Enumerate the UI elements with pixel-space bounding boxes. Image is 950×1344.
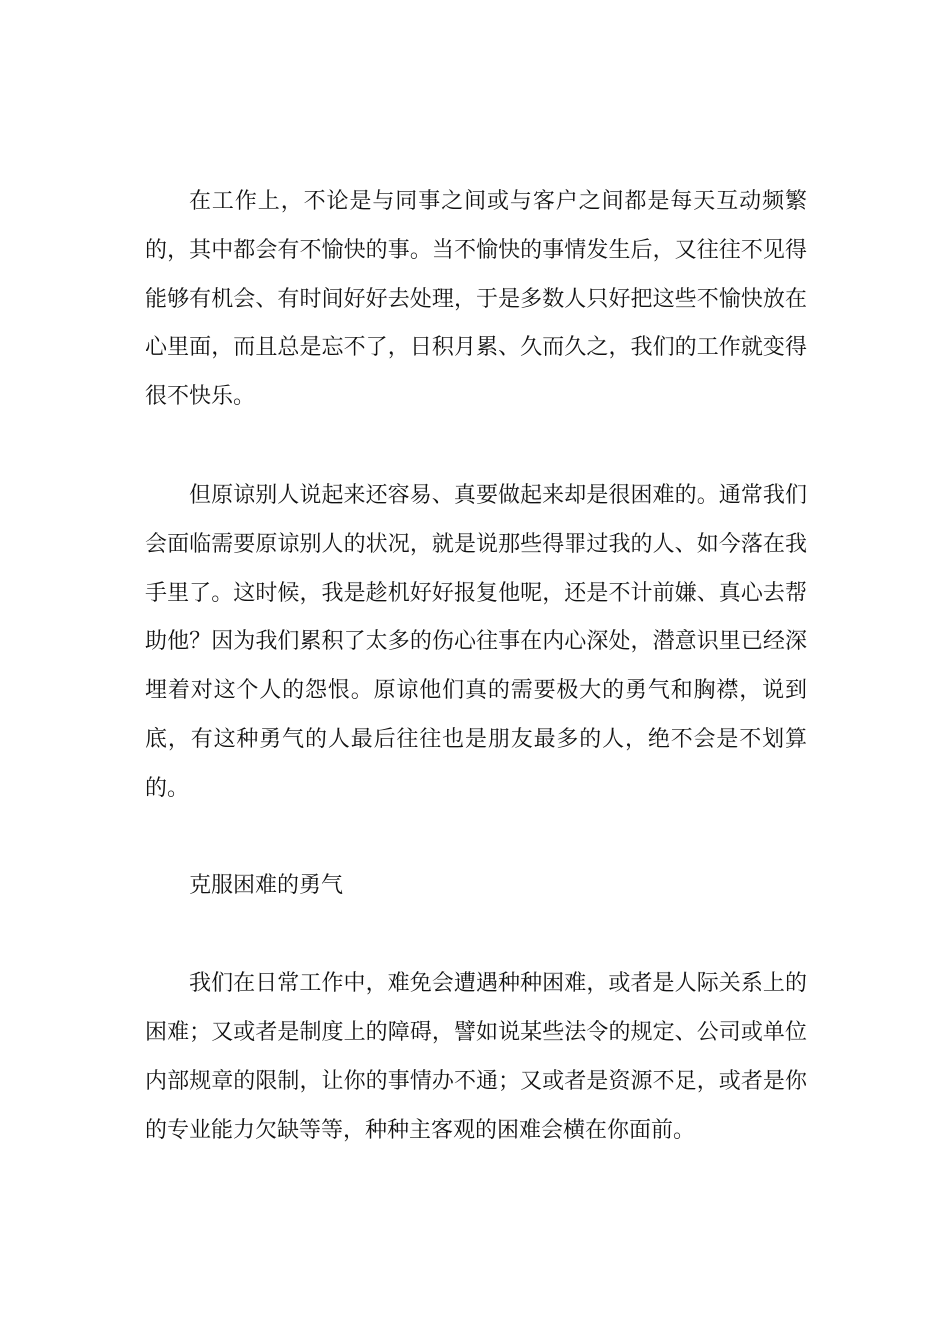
paragraph-workplace-conflict: 在工作上，不论是与同事之间或与客户之间都是每天互动频繁的，其中都会有不愉快的事。当不愉快的事情发生后，又往往不见得能够有机会、有时间好好去处理，于是多数人只好把这些不愉快放在心里面，而且总是忘不了，日积月累、久而久之，我们的工作就变得很不快乐。 <box>145 189 807 410</box>
document-page <box>145 178 807 1156</box>
paragraph-forgiveness: 但原谅别人说起来还容易、真要做起来却是很困难的。通常我们会面临需要原谅别人的状况，就是说那些得罪过我的人、如今落在我手里了。这时候，我是趁机好好报复他呢，还是不计前嫌、真心去帮助他？因为我们累积了太多的伤心往事在内心深处，潜意识里已经深埋着对这个人的怨恨。原谅他们真的需要极大的勇气和胸襟，说到底，有这种勇气的人最后往往也是朋友最多的人，绝不会是不划算的。 <box>145 482 807 801</box>
section-heading: 克服困难的勇气 <box>189 872 344 898</box>
paragraph-overcoming-difficulties: 我们在日常工作中，难免会遭遇种种困难，或者是人际关系上的困难；又或者是制度上的障碍，譬如说某些法令的规定、公司或单位内部规章的限制，让你的事情办不通；又或者是资源不足，或者是你的专业能力欠缺等等，种种主客观的困难会横在你面前。 <box>145 971 807 1143</box>
